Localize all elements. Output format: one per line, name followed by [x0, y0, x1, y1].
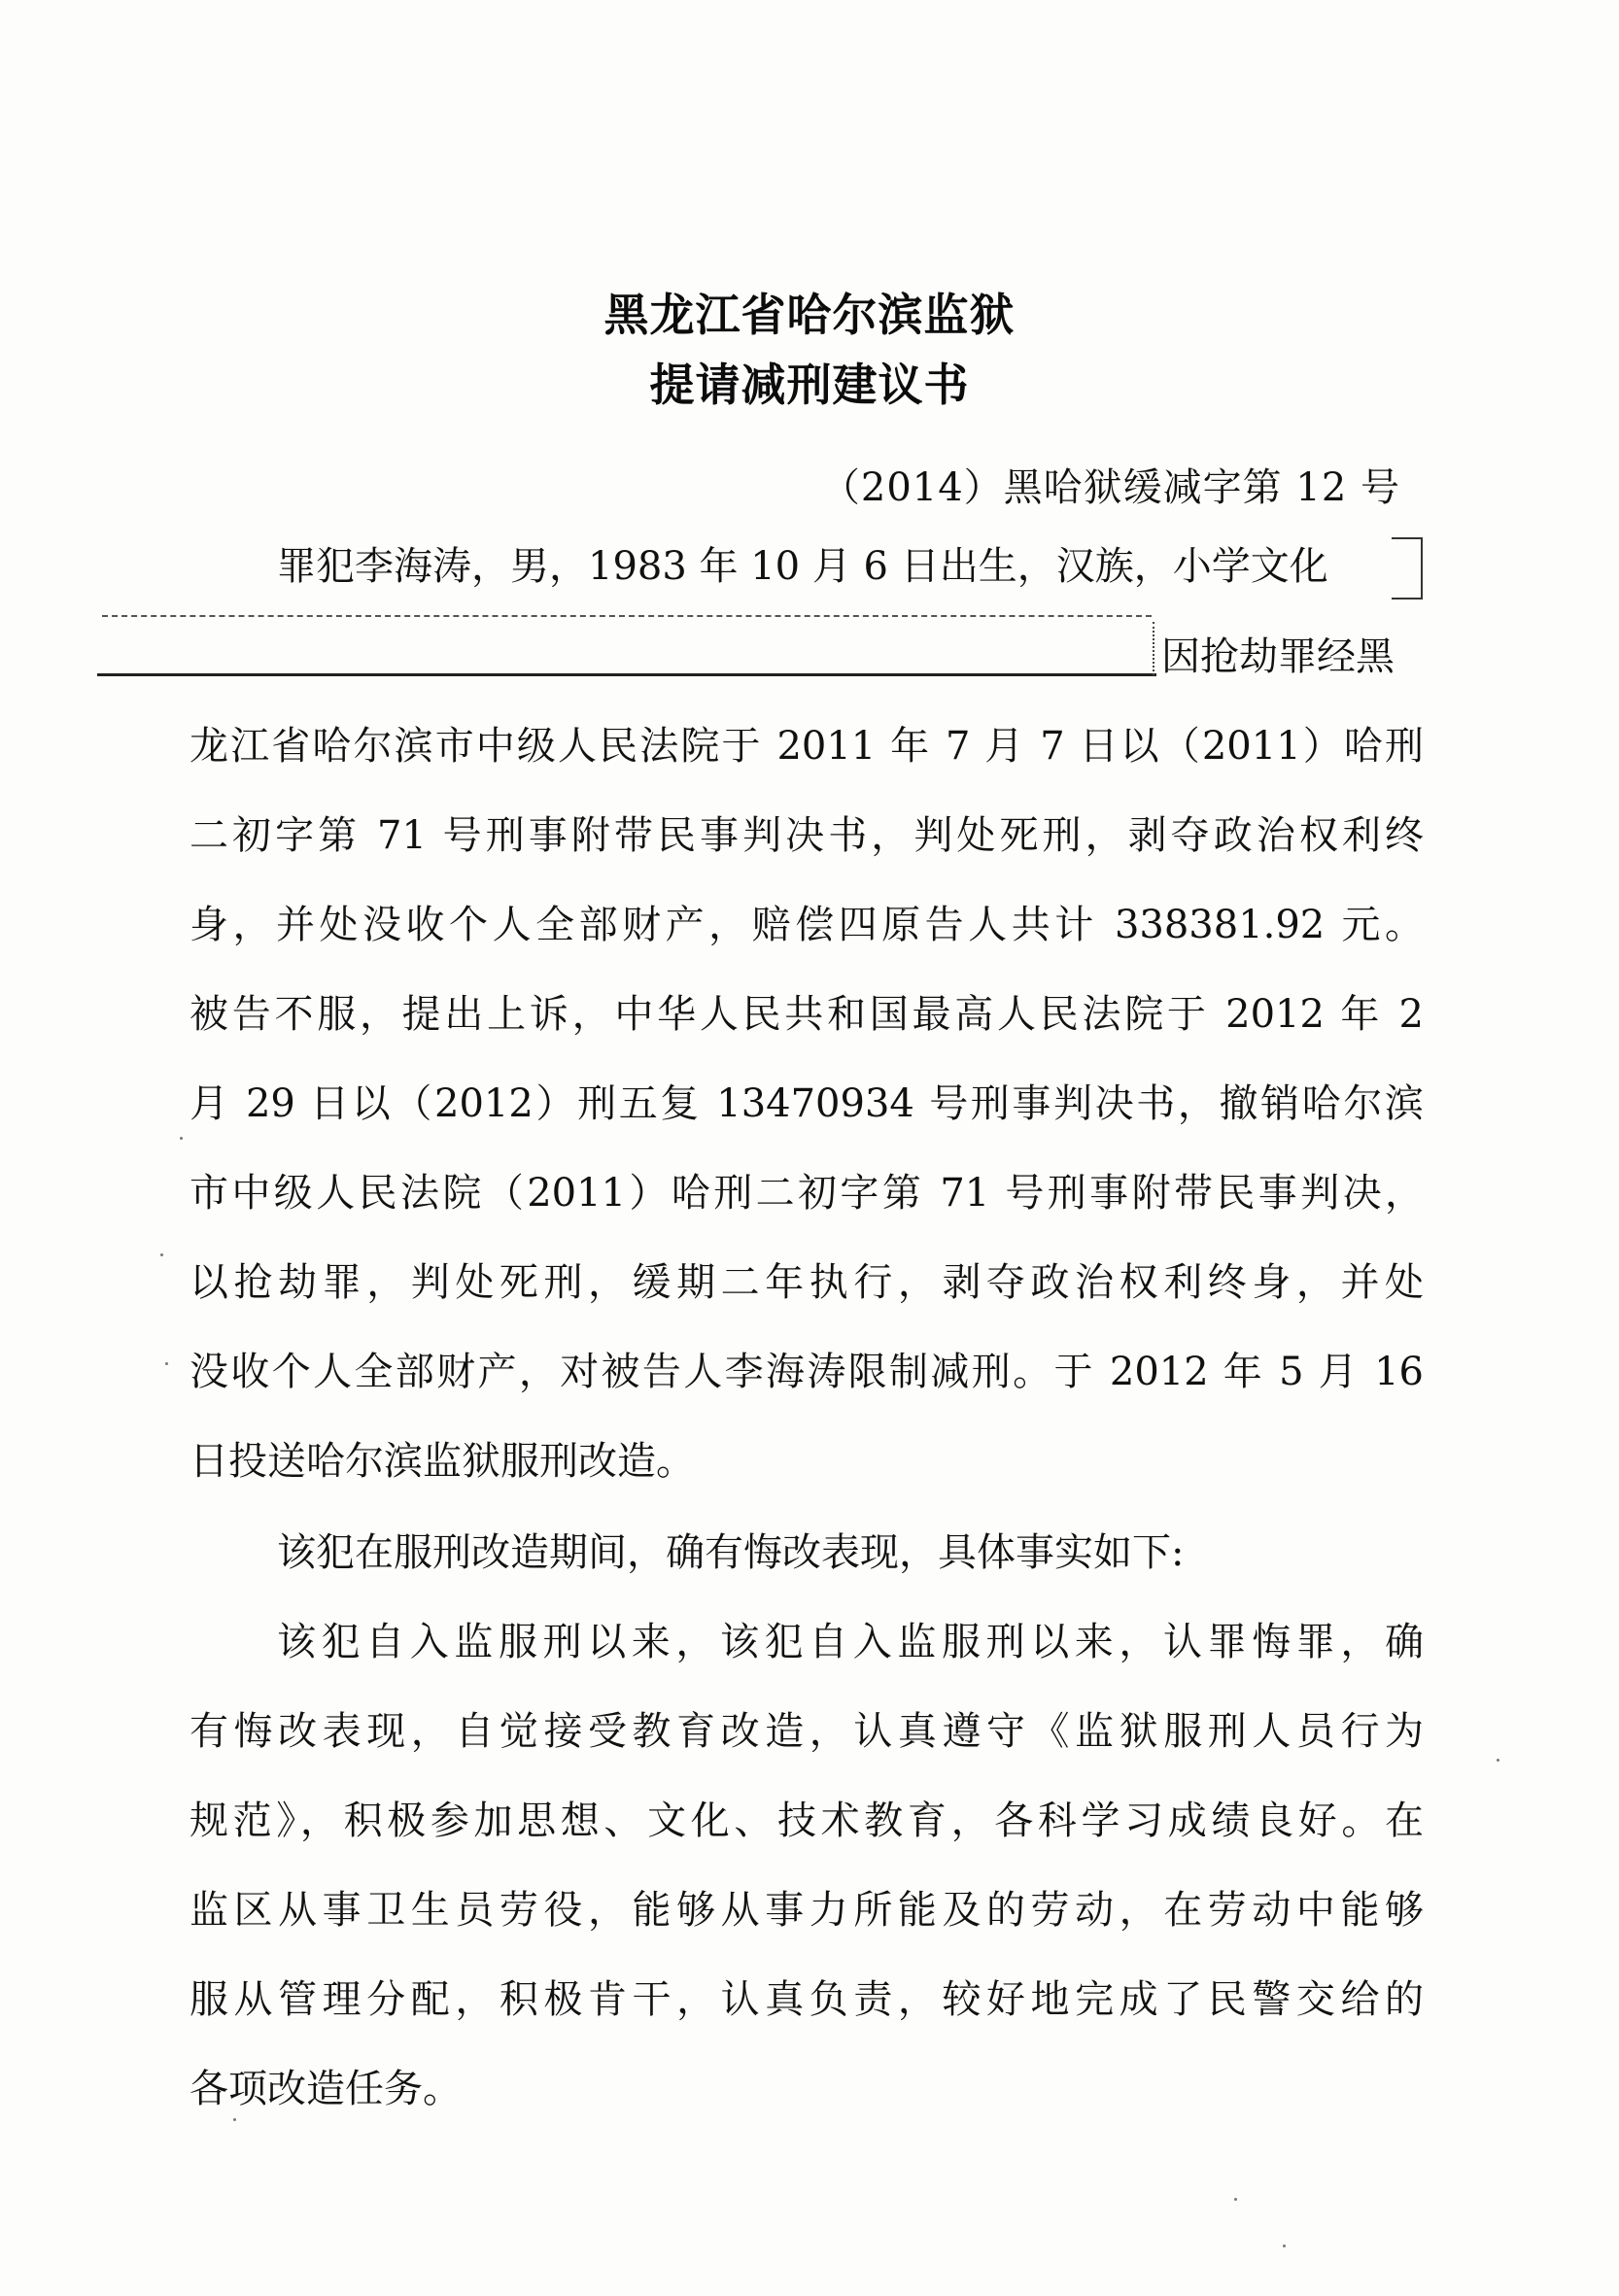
document-number: （2014）黑哈狱缓减字第 12 号 [820, 465, 1400, 510]
body-line: 各项改造任务。 [189, 2067, 462, 2111]
scan-speck [165, 1362, 168, 1365]
scan-speck [180, 1137, 183, 1140]
body-line: 龙江省哈尔滨市中级人民法院于 2011 年 7 月 7 日以（2011）哈刑 [189, 724, 1424, 769]
body-line: 因抢劫罪经黑 [1161, 634, 1395, 679]
scan-speck [233, 2118, 236, 2121]
body-line: 没收个人全部财产，对被告人李海涛限制减刑。于 2012 年 5 月 16 [189, 1350, 1424, 1394]
body-line: 被告不服，提出上诉，中华人民共和国最高人民法院于 2012 年 2 [189, 992, 1424, 1037]
body-line: 该犯自入监服刑以来，该犯自入监服刑以来，认罪悔罪，确 [277, 1620, 1424, 1664]
body-line: 该犯在服刑改造期间，确有悔改表现，具体事实如下: [277, 1530, 1185, 1575]
redaction-mark [1153, 622, 1154, 675]
body-line: 监区从事卫生员劳役，能够从事力所能及的劳动，在劳动中能够 [189, 1888, 1424, 1933]
body-line: 有悔改表现，自觉接受教育改造，认真遵守《监狱服刑人员行为 [189, 1709, 1424, 1754]
scan-speck [1283, 2245, 1286, 2247]
body-line: 二初字第 71 号刑事附带民事判决书，判处死刑，剥夺政治权利终 [189, 813, 1424, 858]
body-line: 服从管理分配，积极肯干，认真负责，较好地完成了民警交给的 [189, 1977, 1424, 2022]
scan-speck [1497, 1759, 1499, 1762]
scan-speck [1234, 2198, 1237, 2201]
body-line: 以抢劫罪，判处死刑，缓期二年执行，剥夺政治权利终身，并处 [189, 1260, 1424, 1305]
redaction-mark [102, 615, 1152, 617]
redaction-mark [97, 673, 1156, 676]
document-subtitle: 提请减刑建议书 [649, 359, 970, 411]
body-line: 市中级人民法院（2011）哈刑二初字第 71 号刑事附带民事判决， [189, 1171, 1424, 1216]
body-line: 罪犯李海涛，男，1983 年 10 月 6 日出生，汉族，小学文化 [277, 544, 1328, 589]
body-line: 身，并处没收个人全部财产，赔偿四原告人共计 338381.92 元。 [189, 903, 1424, 947]
redaction-mark [1392, 537, 1423, 600]
body-line: 日投送哈尔滨监狱服刑改造。 [189, 1439, 695, 1484]
body-line: 月 29 日以（2012）刑五复 13470934 号刑事判决书，撤销哈尔滨 [189, 1081, 1424, 1126]
scan-speck [160, 1253, 163, 1256]
body-line: 规范》，积极参加思想、文化、技术教育，各科学习成绩良好。在 [189, 1799, 1424, 1843]
document-title: 黑龙江省哈尔滨监狱 [603, 289, 1016, 341]
